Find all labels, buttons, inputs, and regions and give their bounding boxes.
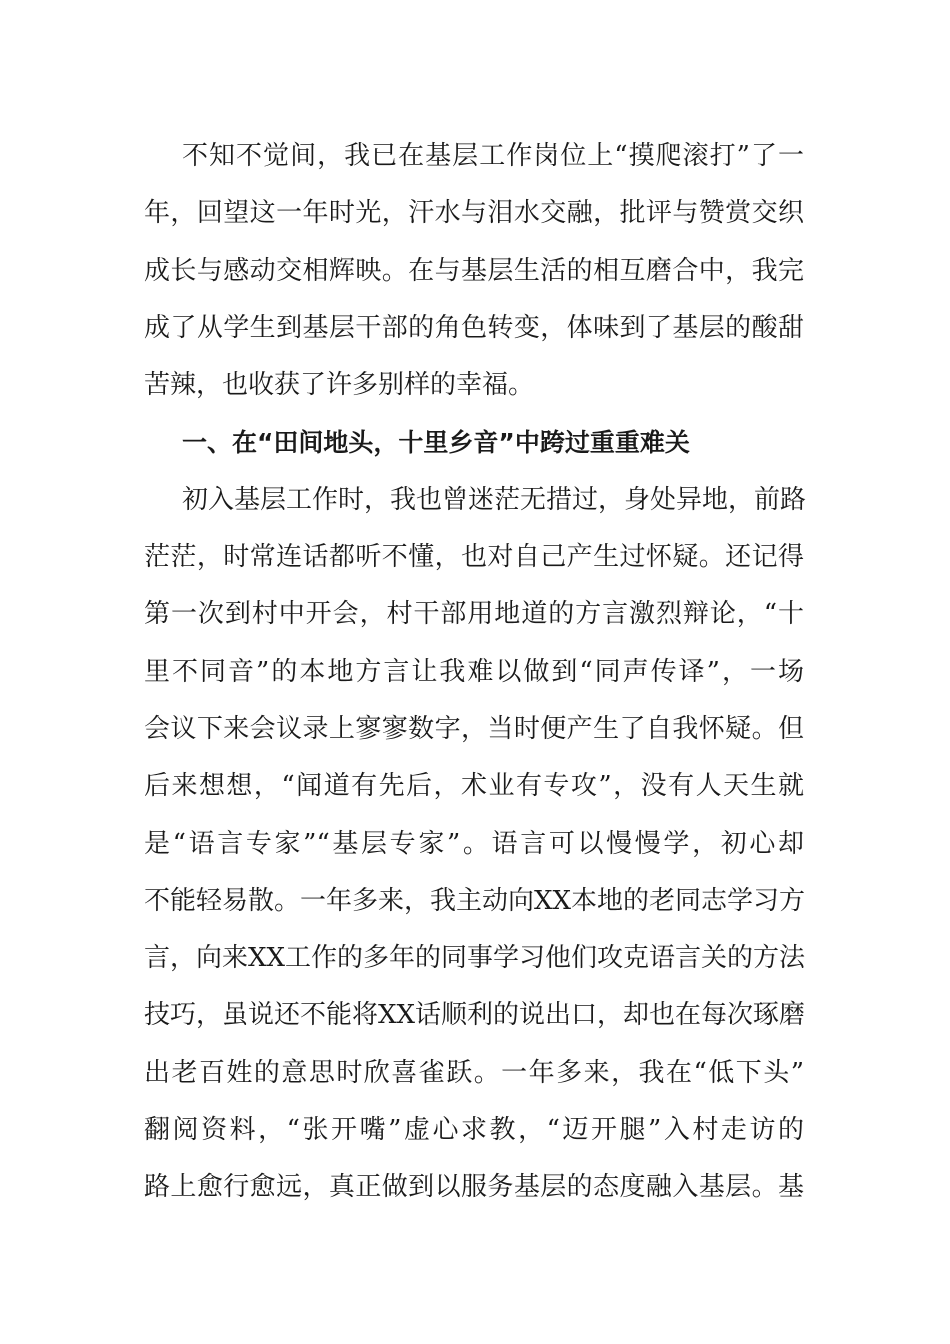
body-paragraph — [144, 472, 807, 1217]
text-line: 成长与感动交相辉映。在与基层生活的相互磨合中，我完 — [144, 255, 804, 286]
text-line: 会议下来会议录上寥寥数字，当时便产生了自我怀疑。但 — [144, 713, 804, 744]
text-line: 不知不觉间，我已在基层工作岗位上“摸爬滚打”了一 — [182, 141, 804, 171]
text-line: 初入基层工作时，我也曾迷茫无措过，身处异地，前路 — [182, 484, 807, 515]
text-line: 翻阅资料，“张开嘴”虚心求教，“迈开腿”入村走访的 — [144, 1115, 804, 1146]
text-line: 路上愈行愈远，真正做到以服务基层的态度融入基层。基 — [144, 1172, 804, 1203]
text-line: 里不同音”的本地方言让我难以做到“同声传译”，一场 — [144, 656, 804, 687]
text-line: 技巧，虽说还不能将XX话顺利的说出口，却也在每次琢磨 — [144, 1000, 806, 1031]
text-line: 茫茫，时常连话都听不懂，也对自己产生过怀疑。还记得 — [144, 542, 804, 573]
document-body — [144, 128, 807, 1217]
text-line: 言，向来XX工作的多年的同事学习他们攻克语言关的方法 — [144, 943, 806, 974]
text-line: 不能轻易散。一年多来，我主动向XX本地的老同志学习方 — [144, 885, 806, 916]
intro-paragraph — [144, 128, 804, 414]
text-line: 第一次到村中开会，村干部用地道的方言激烈辩论，“十 — [144, 599, 804, 630]
text-line: 出老百姓的意思时欣喜雀跃。一年多来，我在“低下头” — [144, 1057, 804, 1088]
text-line: 苦辣，也收获了许多别样的幸福。 — [144, 370, 535, 401]
text-line: 成了从学生到基层干部的角色转变，体味到了基层的酸甜 — [144, 312, 804, 343]
text-line: 年，回望这一年时光，汗水与泪水交融，批评与赞赏交织 — [144, 198, 804, 229]
section-heading: 一、在“田间地头，十里乡音”中跨过重重难关 — [182, 428, 690, 458]
text-line: 是“语言专家”“基层专家”。语言可以慢慢学，初心却 — [144, 828, 804, 859]
text-line: 后来想想，“闻道有先后，术业有专攻”，没有人天生就 — [144, 771, 804, 802]
